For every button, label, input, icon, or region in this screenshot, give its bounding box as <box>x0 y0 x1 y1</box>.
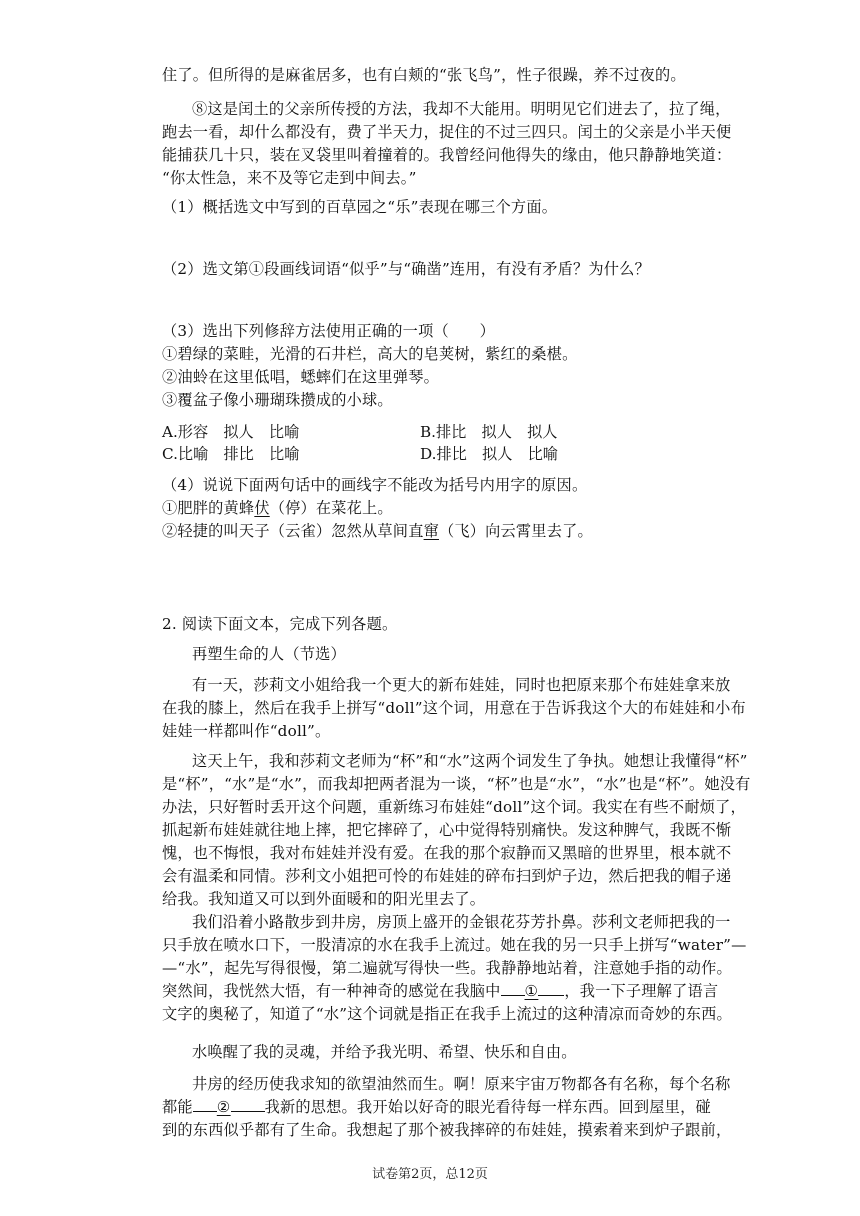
question-3-item: ①碧绿的菜畦，光滑的石井栏，高大的皂荚树，紫红的桑椹。 <box>162 345 578 363</box>
text-line: 抓起新布娃娃就往地上摔，把它摔碎了，心中觉得特别痛快。发这种脾气，我既不惭 <box>162 821 732 839</box>
passage2-paragraph1 <box>162 674 746 743</box>
underlined-char: 伏 <box>254 499 270 517</box>
sentence-text: ①肥胖的黄蜂 <box>162 499 255 517</box>
blank-2-left[interactable] <box>193 1096 217 1112</box>
passage2-title-text: 再塑生命的人（节选） <box>192 645 346 663</box>
passage2-paragraph5 <box>162 1073 732 1142</box>
question-4-sentence-2 <box>162 520 722 543</box>
passage1-paragraph8 <box>162 98 732 190</box>
question-4 <box>162 474 722 543</box>
text-line: “你太性急，来不及等它走到中间去。” <box>162 169 417 187</box>
text-line: 到的东西似乎都有了生命。我想起了那个被我摔碎的布娃娃，摸索着来到炉子跟前， <box>162 1121 732 1139</box>
underlined-char: 窜 <box>423 522 439 540</box>
sentence-text: 我新的思想。我开始以好奇的眼光看待每一样东西。回到屋里，碰 <box>264 1098 711 1116</box>
text-line: 井房的经历使我求知的欲望油然而生。啊！原来宇宙万物都各有名称，每个名称 <box>192 1075 731 1093</box>
text-line: 娃娃一样都叫作“doll”。 <box>162 722 331 740</box>
fill-blank-line-1 <box>162 980 722 1003</box>
question-2-text: （2）选文第①段画线词语“似乎”与“确凿”连用，有没有矛盾？为什么？ <box>162 260 650 278</box>
text-line: 能捕获几十只，装在叉袋里叫着撞着的。我曾经问他得失的缘由，他只静静地笑道： <box>162 146 732 164</box>
blank-2-marker: ② <box>216 1098 231 1116</box>
question-3-item: ②油蛉在这里低唱，蟋蟀们在这里弹琴。 <box>162 368 439 386</box>
text-line: 我们沿着小路散步到井房，房顶上盛开的金银花芬芳扑鼻。莎利文老师把我的一 <box>192 913 731 931</box>
sentence-text: 都能 <box>162 1098 193 1116</box>
text-line: —“水”，起先写得很慢，第二遍就写得快一些。我静静地站着，注意她手指的动作。 <box>162 959 732 977</box>
text-line: 愧，也不悔恨，我对布娃娃并没有爱。在我的那个寂静而又黑暗的世界里，根本就不 <box>162 844 732 862</box>
sentence-text: ，我一下子理解了语言 <box>564 982 719 1000</box>
question-4-text: （4）说说下面两句话中的画线字不能改为括号内用字的原因。 <box>162 476 588 494</box>
sentence-text: （飞）向云霄里去了。 <box>438 522 593 540</box>
fill-blank-line-2 <box>162 1096 722 1119</box>
option-b[interactable]: B.排比 拟人 拟人 <box>420 423 558 441</box>
question-3 <box>162 320 722 412</box>
blank-1-left[interactable] <box>501 980 525 996</box>
blank-2-right[interactable] <box>231 1096 265 1112</box>
text-line: 是“杯”，“水”是“水”，而我却把两者混为一谈，“杯”也是“水”，“水”也是“杯”。她没有 <box>162 775 751 793</box>
passage1-paragraph7-end <box>162 64 722 87</box>
section-2-heading-text: 2. 阅读下面文本，完成下列各题。 <box>162 615 398 633</box>
question-1-text: （1）概括选文中写到的百草园之“乐”表现在哪三个方面。 <box>162 198 558 216</box>
option-a[interactable]: A.形容 拟人 比喻 <box>162 423 300 441</box>
sentence-text: 突然间，我恍然大悟，有一种神奇的感觉在我脑中 <box>162 982 501 1000</box>
text-line: ⑧这是闰土的父亲所传授的方法，我却不大能用。明明见它们进去了，拉了绳， <box>192 100 731 118</box>
text-line: 办法，只好暂时丢开这个问题，重新练习布娃娃“doll”这个词。我实在有些不耐烦了， <box>162 798 746 816</box>
text-line: 跑去一看，却什么都没有，费了半天力，捉住的不过三四只。闰土的父亲是小半天便 <box>162 123 732 141</box>
question-3-item: ③覆盆子像小珊瑚珠攒成的小球。 <box>162 391 393 409</box>
question-2 <box>162 258 722 281</box>
passage2-paragraph4 <box>162 1041 722 1064</box>
text-line: 这天上午，我和莎莉文老师为“杯”和“水”这两个词发生了争执。她想让我懂得“杯” <box>192 752 748 770</box>
page-footer: 试卷第2页，总12页 <box>372 1167 488 1182</box>
sentence-text: ②轻捷的叫天子（云雀）忽然从草间直 <box>162 522 424 540</box>
question-1 <box>162 196 722 219</box>
text-line: 文字的奥秘了，知道了“水”这个词就是指正在我手上流过的这种清凉而奇妙的东西。 <box>162 1005 732 1023</box>
text-line: 水唤醒了我的灵魂，并给予我光明、希望、快乐和自由。 <box>192 1043 577 1061</box>
text-line: 会有温柔和同情。莎利文小姐把可怜的布娃娃的碎布扫到炉子边，然后把我的帽子递 <box>162 867 732 885</box>
passage2-paragraph3 <box>162 911 747 1026</box>
question-3-text: （3）选出下列修辞方法使用正确的一项（ ） <box>162 322 496 340</box>
passage2-paragraph2 <box>162 750 751 911</box>
blank-1-right[interactable] <box>538 980 564 996</box>
text-line: 住了。但所得的是麻雀居多，也有白颊的“张飞鸟”，性子很躁，养不过夜的。 <box>162 66 686 84</box>
section-2-heading <box>162 613 722 636</box>
blank-1-marker: ① <box>524 982 539 1000</box>
option-c[interactable]: C.比喻 排比 比喻 <box>162 445 300 463</box>
sentence-text: （停）在菜花上。 <box>269 499 393 517</box>
text-line: 只手放在喷水口下，一股清凉的水在我手上流过。她在我的另一只手上拼写“water”— <box>162 936 747 954</box>
passage2-title <box>162 643 722 666</box>
text-line: 有一天，莎莉文小姐给我一个更大的新布娃娃，同时也把原来那个布娃娃拿来放 <box>192 676 731 694</box>
text-line: 给我。我知道又可以到外面暖和的阳光里去了。 <box>162 890 486 908</box>
text-line: 在我的膝上，然后在我手上拼写“doll”这个词，用意在于告诉我这个大的布娃娃和小布 <box>162 699 746 717</box>
question-4-sentence-1 <box>162 497 722 520</box>
option-d[interactable]: D.排比 拟人 比喻 <box>420 445 558 463</box>
